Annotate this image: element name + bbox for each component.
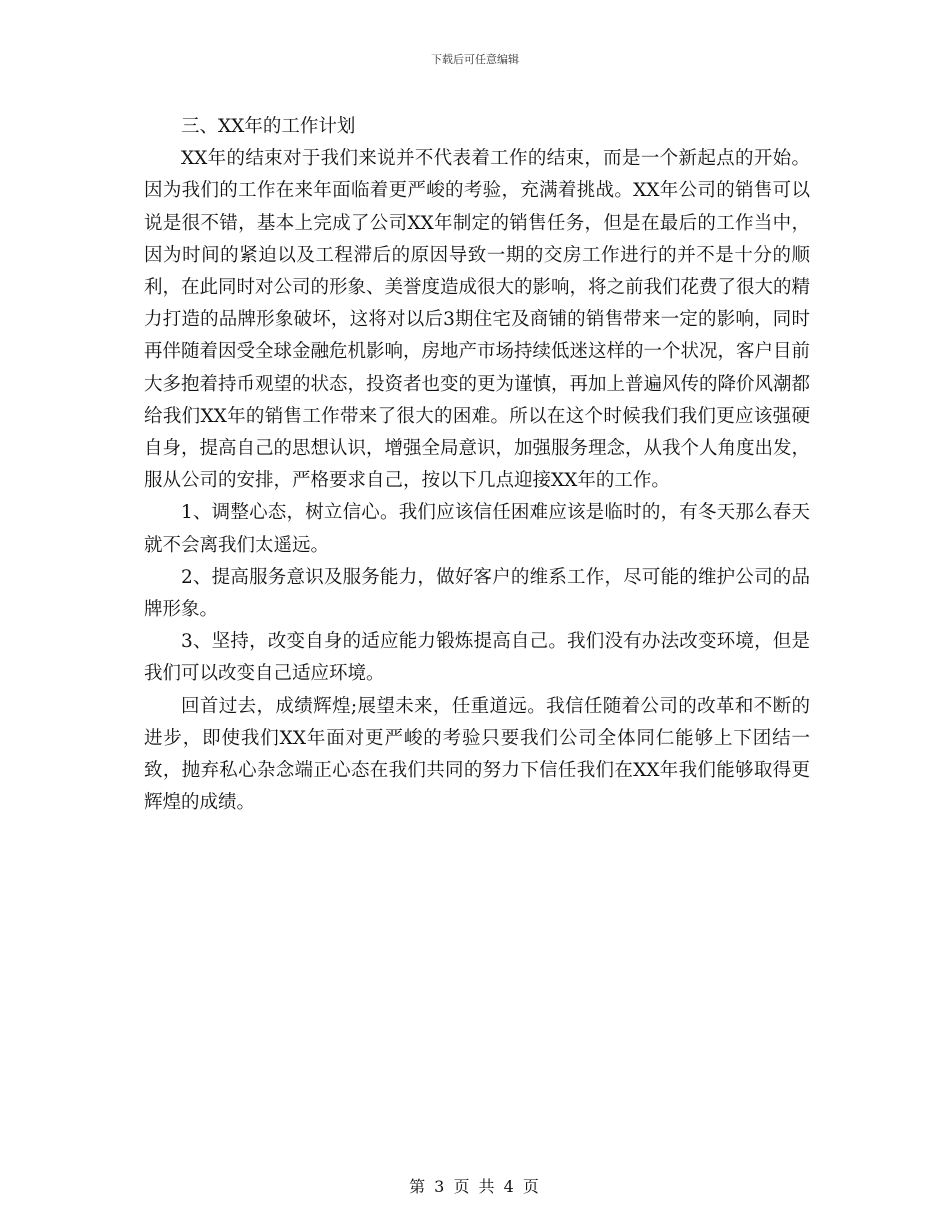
paragraph-item-2: 2、提高服务意识及服务能力，做好客户的维系工作，尽可能的维护公司的品牌形象。 <box>144 566 810 621</box>
paragraph-item-3: 3、坚持，改变自身的适应能力锻炼提高自己。我们没有办法改变环境，但是我们可以改变自己适应环境。 <box>144 631 810 685</box>
page-header: 下载后可任意编辑 <box>431 53 519 66</box>
page-number-footer: 第 3 页 共 4 页 <box>409 1177 541 1196</box>
document-body <box>144 111 810 819</box>
paragraph-intro: XX年的结束对于我们来说并不代表着工作的结束，而是一个新起点的开始。因为我们的工作在来年面临着更严峻的考验，充满着挑战。XX年公司的销售可以说是很不错，基本上完成了公司XX年制定的销售任务，但是在最后的工作当中，因为时间的紧迫以及工程滞后的原因导致一期的交房工作进行的并不是十分的顺利，在此同时对公司的形象、美誉度造成很大的影响，将之前我们花费了很大的精力打造的品牌形象破坏，这将对以后3期住宅及商铺的销售带来一定的影响，同时再伴随着因受全球金融危机影响，房地产市场持续低迷这样的一个状况，客户目前大多抱着持币观望的状态，投资者也变的更为谨慎，再加上普遍风传的降价风潮都给我们XX年的销售工作带来了很大的困难。所以在这个时候我们我们更应该强硬自身，提高自己的思想认识，增强全局意识，加强服务理念，从我个人角度出发，服从公司的安排，严格要求自己，按以下几点迎接XX年的工作。 <box>144 148 811 492</box>
section-heading: 三、XX年的工作计划 <box>181 116 356 137</box>
paragraph-conclusion: 回首过去，成绩辉煌;展望未来，任重道远。我信任随着公司的改革和不断的进步，即使我们XX年面对更严峻的考验只要我们公司全体同仁能够上下团结一致，抛弃私心杂念端正心态在我们共同的努力下信任我们在XX年我们能够取得更辉煌的成绩。 <box>144 695 810 814</box>
paragraph-item-1: 1、调整心态，树立信心。我们应该信任困难应该是临时的，有冬天那么春天就不会离我们太遥远。 <box>144 502 810 556</box>
